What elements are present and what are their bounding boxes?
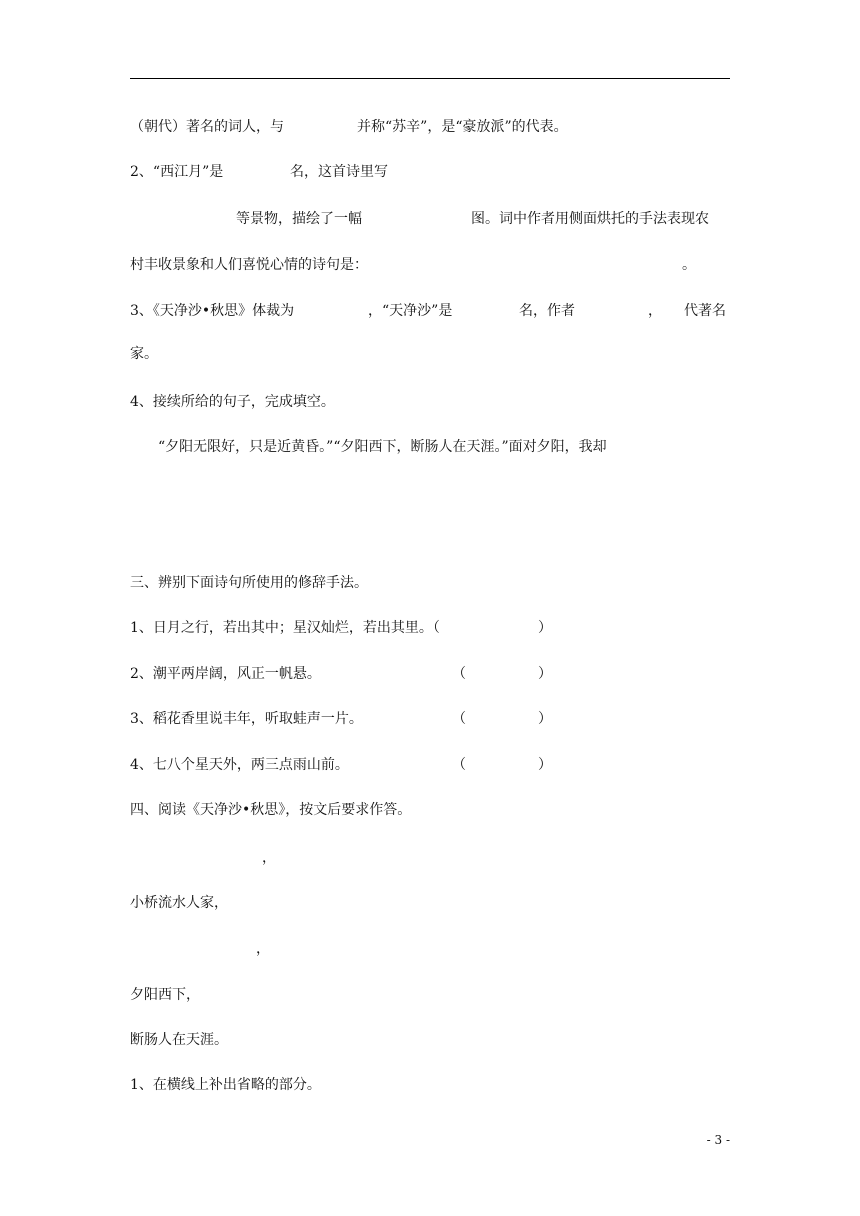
question-2-text: 名，这首诗里写 xyxy=(290,164,388,180)
question-3-label: 3、《天净沙•秋思》体裁为 xyxy=(130,303,295,319)
rhetoric-item-4-close: ） xyxy=(538,757,552,773)
question-3-comma: ， xyxy=(648,303,662,319)
question-2-verse-prompt: 村丰收景象和人们喜悦心情的诗句是： xyxy=(130,257,368,273)
question-2-technique: 图。词中作者用侧面烘托的手法表现农 xyxy=(471,211,709,227)
header-rule xyxy=(130,78,730,79)
text-line-dynasty: （朝代）著名的词人，与 xyxy=(130,119,284,135)
question-2-label: 2、“西江月”是 xyxy=(130,164,224,180)
poem-line-5: 断肠人在天涯。 xyxy=(130,1032,228,1048)
question-3-famous: 代著名 xyxy=(684,303,726,319)
rhetoric-item-4-open: （ xyxy=(452,757,466,773)
poem-line-3-comma: ， xyxy=(256,941,270,957)
question-2-scenery: 等景物，描绘了一幅 xyxy=(236,211,362,227)
rhetoric-item-2-close: ） xyxy=(538,666,552,682)
rhetoric-item-4: 4、七八个星天外，两三点雨山前。 xyxy=(130,757,349,773)
section-3-heading: 三、辨别下面诗句所使用的修辞手法。 xyxy=(130,575,368,591)
rhetoric-item-3-open: （ xyxy=(452,711,466,727)
rhetoric-item-1: 1、日月之行，若出其中；星汉灿烂，若出其里。（ xyxy=(130,620,440,636)
question-3-end: 家。 xyxy=(130,346,158,362)
section-4-heading: 四、阅读《天净沙•秋思》，按文后要求作答。 xyxy=(130,802,412,818)
question-3-tianjingsha: ，“天净沙”是 xyxy=(368,303,453,319)
text-line-sulxin: 并称“苏辛”，是“豪放派”的代表。 xyxy=(357,119,568,135)
question-4-label: 4、接续所给的句子，完成填空。 xyxy=(130,394,335,410)
rhetoric-item-2-open: （ xyxy=(452,666,466,682)
question-4-quote: “夕阳无限好，只是近黄昏。”“夕阳西下，断肠人在天涯。”面对夕阳，我却 xyxy=(158,439,607,455)
question-2-period: 。 xyxy=(682,257,696,273)
section-4-question-1: 1、在横线上补出省略的部分。 xyxy=(130,1077,321,1093)
poem-line-2: 小桥流水人家， xyxy=(130,895,228,911)
rhetoric-item-3-close: ） xyxy=(538,711,552,727)
rhetoric-item-3: 3、稻花香里说丰年，听取蛙声一片。 xyxy=(130,711,363,727)
rhetoric-item-1-close: ） xyxy=(538,620,552,636)
poem-line-4: 夕阳西下， xyxy=(130,987,200,1003)
poem-line-1-comma: ， xyxy=(262,850,276,866)
question-3-author: 名，作者 xyxy=(519,303,575,319)
rhetoric-item-2: 2、潮平两岸阔，风正一帆悬。 xyxy=(130,666,321,682)
page-number: - 3 - xyxy=(706,1133,730,1147)
